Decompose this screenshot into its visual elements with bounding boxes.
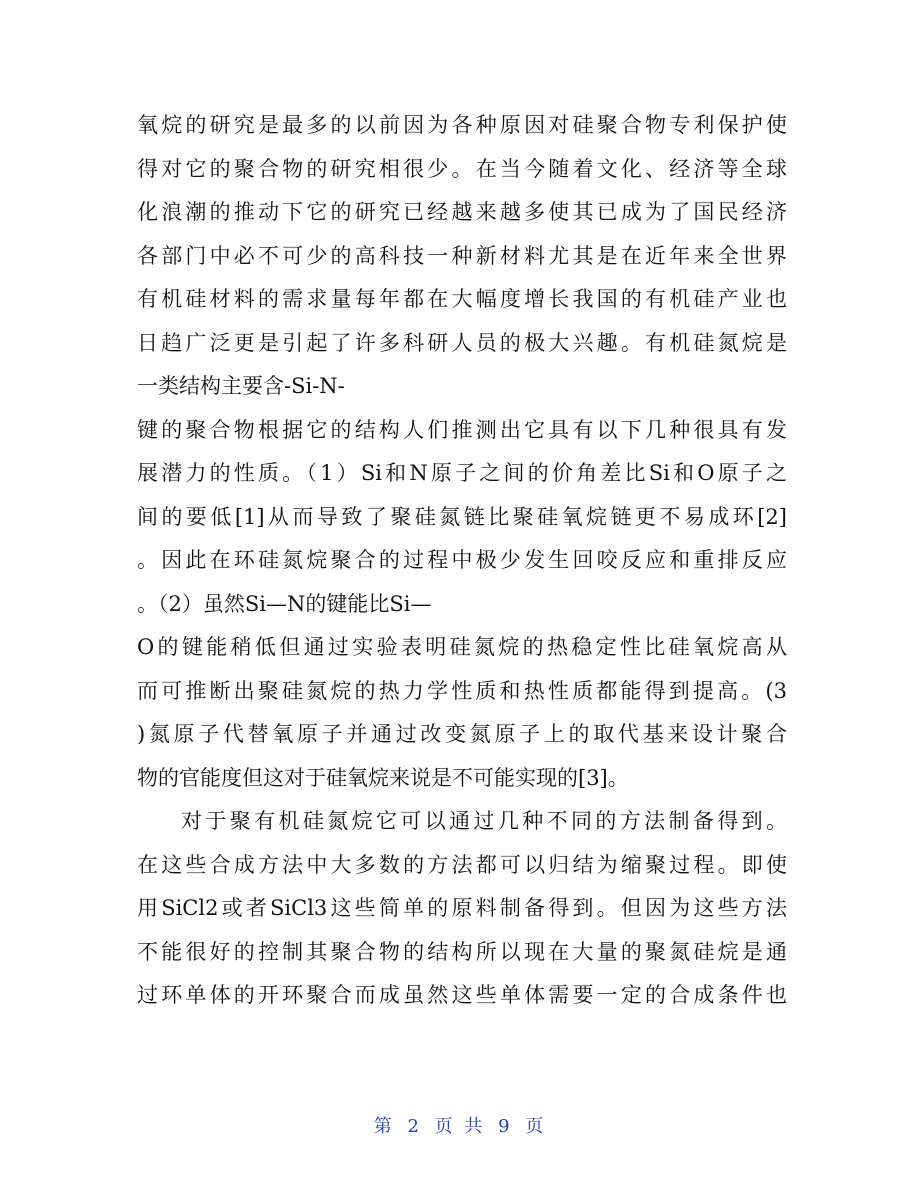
footer-total-pages: 9 bbox=[498, 1116, 513, 1137]
paragraph-2 bbox=[137, 800, 787, 1018]
text-line: 得对它的聚合物的研究相很少。在当今随着文化、经济等全球 bbox=[137, 156, 787, 181]
text-line: 在这些合成方法中大多数的方法都可以归结为缩聚过程。即使 bbox=[137, 852, 787, 877]
text-line: 而可推断出聚硅氮烷的热力学性质和热性质都能得到提高。(3 bbox=[137, 678, 787, 703]
text-line: 不能很好的控制其聚合物的结构所以现在大量的聚氮硅烷是通 bbox=[137, 939, 787, 964]
text-line: 各部门中必不可少的高科技一种新材料尤其是在近年来全世界 bbox=[137, 243, 787, 268]
page-footer bbox=[0, 1112, 920, 1138]
footer-middle: 页 共 bbox=[434, 1116, 486, 1137]
body-text bbox=[137, 104, 787, 1018]
text-line: 化浪潮的推动下它的研究已经越来越多使其已成为了国民经济 bbox=[137, 200, 787, 224]
text-line: 有机硅材料的需求量每年都在大幅度增长我国的有机硅产业也 bbox=[137, 287, 787, 311]
text-line: 日趋广泛更是引起了许多科研人员的极大兴趣。有机硅氮烷是 bbox=[137, 330, 787, 355]
text-line: 间的要低[1]从而导致了聚硅氮链比聚硅氧烷链更不易成环[2] bbox=[137, 504, 787, 529]
text-line: O的键能稍低但通过实验表明硅氮烷的热稳定性比硅氧烷高从 bbox=[137, 635, 787, 659]
text-line: 一类结构主要含-Si-N- bbox=[137, 374, 345, 398]
text-line: 。因此在环硅氮烷聚合的过程中极少发生回咬反应和重排反应 bbox=[137, 548, 787, 572]
footer-suffix: 页 bbox=[525, 1116, 547, 1137]
text-line: )氮原子代替氧原子并通过改变氮原子上的取代基来设计聚合 bbox=[137, 722, 787, 746]
text-line: 物的官能度但这对于硅氧烷来说是不可能实现的[3]。 bbox=[137, 765, 629, 790]
footer-current-page: 2 bbox=[407, 1116, 422, 1137]
text-line: 氧烷的研究是最多的以前因为各种原因对硅聚合物专利保护使 bbox=[137, 113, 787, 137]
text-line: 。（2）虽然Si—N的键能比Si— bbox=[137, 591, 432, 616]
text-line: 用SiCl2或者SiCl3这些简单的原料制备得到。但因为这些方法 bbox=[137, 896, 787, 920]
text-line: 对于聚有机硅氮烷它可以通过几种不同的方法制备得到。 bbox=[181, 809, 787, 833]
text-line: 过环单体的开环聚合而成虽然这些单体需要一定的合成条件也 bbox=[137, 983, 787, 1007]
footer-prefix: 第 bbox=[373, 1116, 395, 1137]
paragraph-1 bbox=[137, 104, 787, 800]
text-line: 键的聚合物根据它的结构人们推测出它具有以下几种很具有发 bbox=[137, 417, 787, 442]
text-line: 展潜力的性质。（1）Si和N原子之间的价角差比Si和O原子之 bbox=[137, 461, 787, 485]
